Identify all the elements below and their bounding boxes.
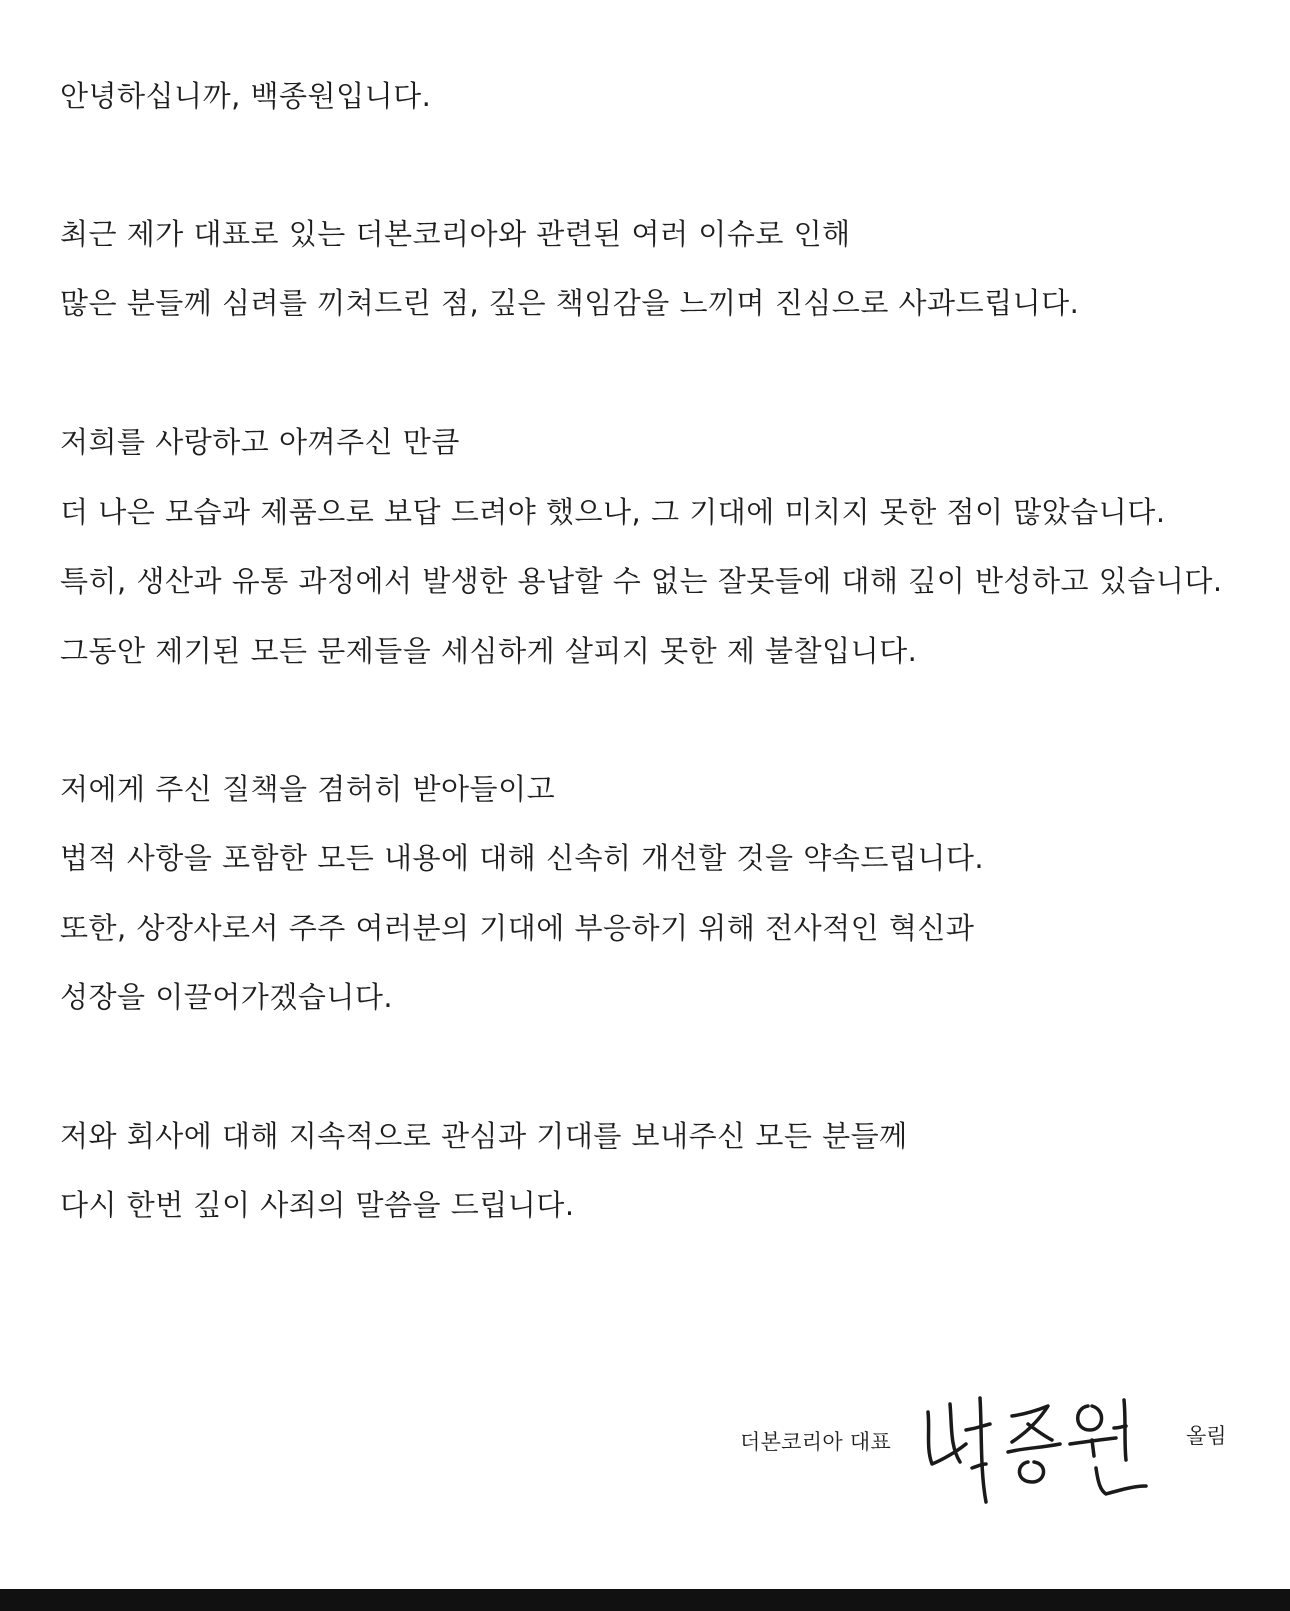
paragraph-1-line-2: 많은 분들께 심려를 끼쳐드린 점, 깊은 책임감을 느끼며 진심으로 사과드립니다. [60,286,1080,320]
signature-suffix: 올림 [1186,1424,1227,1448]
paragraph-3-line-4: 성장을 이끌어가겠습니다. [60,980,394,1014]
handwritten-signature [920,1390,1180,1510]
greeting-line: 안녕하십니까, 백종원입니다. [60,79,432,113]
signature-company-title: 더본코리아 대표 [740,1430,892,1454]
signature-block [740,1390,1227,1510]
paragraph-2-line-3: 특히, 생산과 유통 과정에서 발생한 용납할 수 없는 잘못들에 대해 깊이 반성하고 있습니다. [60,564,1223,598]
paragraph-2-line-1: 저희를 사랑하고 아껴주신 만큼 [60,425,460,459]
paragraph-4-line-1: 저와 회사에 대해 지속적으로 관심과 기대를 보내주신 모든 분들께 [60,1119,908,1153]
paragraph-4-line-2: 다시 한번 깊이 사죄의 말씀을 드립니다. [60,1188,575,1222]
paragraph-2-line-4: 그동안 제기된 모든 문제들을 세심하게 살피지 못한 제 불찰입니다. [60,634,918,668]
bottom-dark-bar [0,1589,1290,1611]
paragraph-3-line-2: 법적 사항을 포함한 모든 내용에 대해 신속히 개선할 것을 약속드립니다. [60,841,985,875]
paragraph-3-line-1: 저에게 주신 질책을 겸허히 받아들이고 [60,772,556,806]
paragraph-2-line-2: 더 나은 모습과 제품으로 보답 드려야 했으나, 그 기대에 미치지 못한 점이 많았습니다. [60,495,1166,529]
paragraph-3-line-3: 또한, 상장사로서 주주 여러분의 기대에 부응하기 위해 전사적인 혁신과 [60,911,975,945]
paragraph-1-line-1: 최근 제가 대표로 있는 더본코리아와 관련된 여러 이슈로 인해 [60,217,851,251]
